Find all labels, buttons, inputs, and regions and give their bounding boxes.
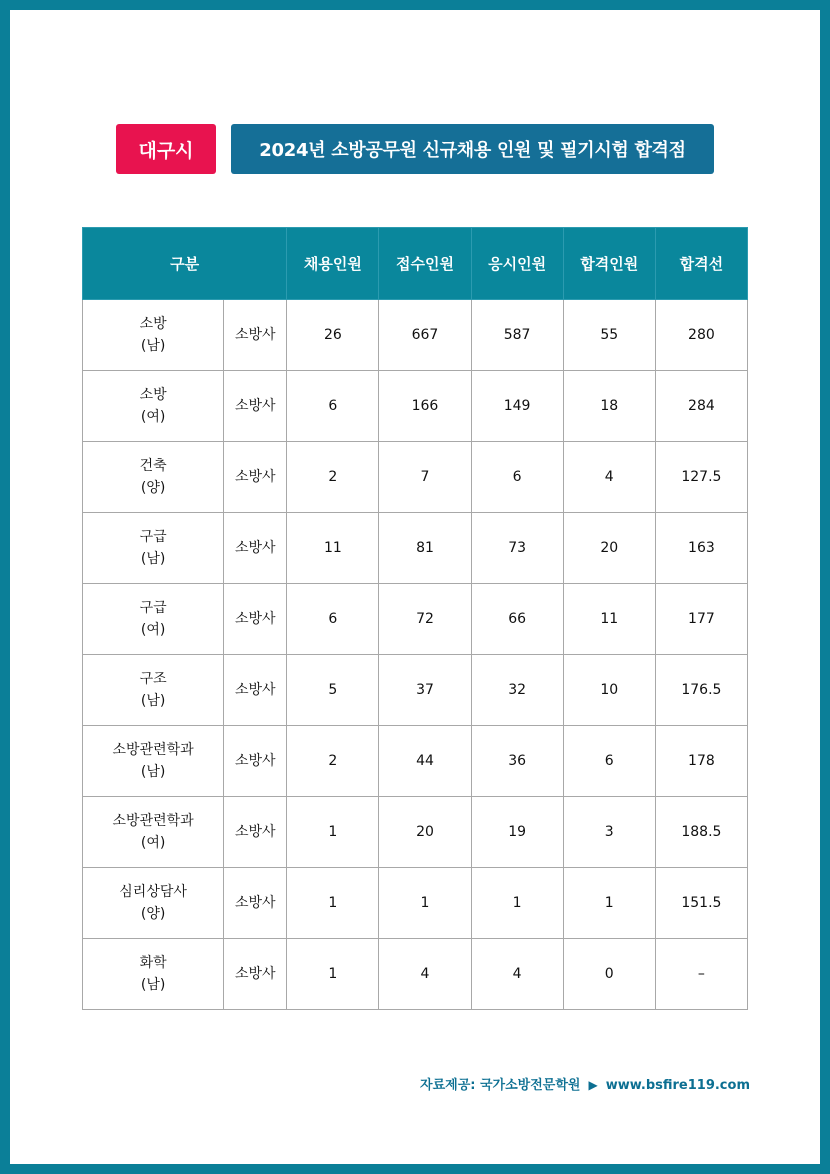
rank-cell: 소방사 — [224, 300, 287, 371]
source-credit — [420, 1074, 750, 1093]
category-label: 구급 — [139, 600, 167, 616]
took-cell: 6 — [471, 442, 563, 513]
cutoff-cell: 284 — [655, 371, 747, 442]
cutoff-cell: – — [655, 939, 747, 1010]
recruitment-table — [82, 227, 748, 1010]
cutoff-cell: 188.5 — [655, 797, 747, 868]
hire-cell: 2 — [287, 726, 379, 797]
triangle-arrow-icon: ▶ — [588, 1078, 598, 1092]
hire-cell: 1 — [287, 939, 379, 1010]
passed-cell: 6 — [563, 726, 655, 797]
source-label: 자료제공: 국가소방전문학원 — [420, 1078, 581, 1093]
hire-cell: 1 — [287, 868, 379, 939]
table-row — [83, 300, 748, 371]
rank-cell: 소방사 — [224, 939, 287, 1010]
took-cell: 1 — [471, 868, 563, 939]
category-sub-label: (남) — [140, 693, 166, 709]
table-row — [83, 655, 748, 726]
took-cell: 66 — [471, 584, 563, 655]
took-cell: 36 — [471, 726, 563, 797]
took-cell: 587 — [471, 300, 563, 371]
cutoff-cell: 177 — [655, 584, 747, 655]
category-cell — [83, 371, 224, 442]
category-label: 소방관련학과 — [112, 742, 194, 758]
column-header-applied: 접수인원 — [379, 228, 471, 300]
hire-cell: 26 — [287, 300, 379, 371]
category-sub-label: (남) — [140, 551, 166, 567]
category-label: 구급 — [139, 529, 167, 545]
rank-cell: 소방사 — [224, 726, 287, 797]
cutoff-cell: 178 — [655, 726, 747, 797]
applied-cell: 37 — [379, 655, 471, 726]
category-cell — [83, 868, 224, 939]
applied-cell: 72 — [379, 584, 471, 655]
category-label: 심리상담사 — [119, 884, 187, 900]
category-label: 화학 — [139, 955, 167, 971]
passed-cell: 0 — [563, 939, 655, 1010]
table-row — [83, 513, 748, 584]
applied-cell: 4 — [379, 939, 471, 1010]
page-title: 2024년 소방공무원 신규채용 인원 및 필기시험 합격점 — [231, 124, 714, 174]
category-cell — [83, 939, 224, 1010]
applied-cell: 81 — [379, 513, 471, 584]
applied-cell: 7 — [379, 442, 471, 513]
table-row — [83, 939, 748, 1010]
hire-cell: 6 — [287, 371, 379, 442]
category-cell — [83, 655, 224, 726]
passed-cell: 10 — [563, 655, 655, 726]
passed-cell: 20 — [563, 513, 655, 584]
category-sub-label: (여) — [140, 409, 166, 425]
applied-cell: 1 — [379, 868, 471, 939]
category-sub-label: (남) — [140, 977, 166, 993]
category-label: 건축 — [139, 458, 167, 474]
hire-cell: 5 — [287, 655, 379, 726]
table-row — [83, 726, 748, 797]
category-cell — [83, 726, 224, 797]
applied-cell: 667 — [379, 300, 471, 371]
passed-cell: 1 — [563, 868, 655, 939]
cutoff-cell: 176.5 — [655, 655, 747, 726]
category-sub-label: (여) — [140, 835, 166, 851]
column-header-passed: 합격인원 — [563, 228, 655, 300]
column-header-category: 구분 — [83, 228, 287, 300]
hire-cell: 11 — [287, 513, 379, 584]
took-cell: 32 — [471, 655, 563, 726]
category-cell — [83, 300, 224, 371]
applied-cell: 166 — [379, 371, 471, 442]
rank-cell: 소방사 — [224, 371, 287, 442]
rank-cell: 소방사 — [224, 442, 287, 513]
table-row — [83, 442, 748, 513]
table-row — [83, 584, 748, 655]
column-header-took: 응시인원 — [471, 228, 563, 300]
passed-cell: 4 — [563, 442, 655, 513]
category-sub-label: (남) — [140, 338, 166, 354]
rank-cell: 소방사 — [224, 655, 287, 726]
cutoff-cell: 127.5 — [655, 442, 747, 513]
category-sub-label: (여) — [140, 622, 166, 638]
category-cell — [83, 797, 224, 868]
city-badge: 대구시 — [116, 124, 216, 174]
took-cell: 4 — [471, 939, 563, 1010]
source-url: www.bsfire119.com — [605, 1078, 750, 1093]
table-body — [83, 300, 748, 1010]
rank-cell: 소방사 — [224, 868, 287, 939]
rank-cell: 소방사 — [224, 513, 287, 584]
table-row — [83, 371, 748, 442]
took-cell: 149 — [471, 371, 563, 442]
took-cell: 19 — [471, 797, 563, 868]
category-sub-label: (남) — [140, 764, 166, 780]
category-cell — [83, 442, 224, 513]
cutoff-cell: 163 — [655, 513, 747, 584]
rank-cell: 소방사 — [224, 584, 287, 655]
category-label: 소방관련학과 — [112, 813, 194, 829]
column-header-cutoff: 합격선 — [655, 228, 747, 300]
table-row — [83, 868, 748, 939]
cutoff-cell: 280 — [655, 300, 747, 371]
hire-cell: 2 — [287, 442, 379, 513]
hire-cell: 1 — [287, 797, 379, 868]
rank-cell: 소방사 — [224, 797, 287, 868]
category-label: 소방 — [139, 316, 167, 332]
passed-cell: 3 — [563, 797, 655, 868]
passed-cell: 18 — [563, 371, 655, 442]
passed-cell: 11 — [563, 584, 655, 655]
category-sub-label: (양) — [140, 906, 166, 922]
category-cell — [83, 513, 224, 584]
hire-cell: 6 — [287, 584, 379, 655]
applied-cell: 44 — [379, 726, 471, 797]
category-label: 구조 — [139, 671, 167, 687]
table-row — [83, 797, 748, 868]
table-header-row — [83, 228, 748, 300]
category-label: 소방 — [139, 387, 167, 403]
took-cell: 73 — [471, 513, 563, 584]
passed-cell: 55 — [563, 300, 655, 371]
category-sub-label: (양) — [140, 480, 166, 496]
column-header-hire: 채용인원 — [287, 228, 379, 300]
cutoff-cell: 151.5 — [655, 868, 747, 939]
applied-cell: 20 — [379, 797, 471, 868]
category-cell — [83, 584, 224, 655]
